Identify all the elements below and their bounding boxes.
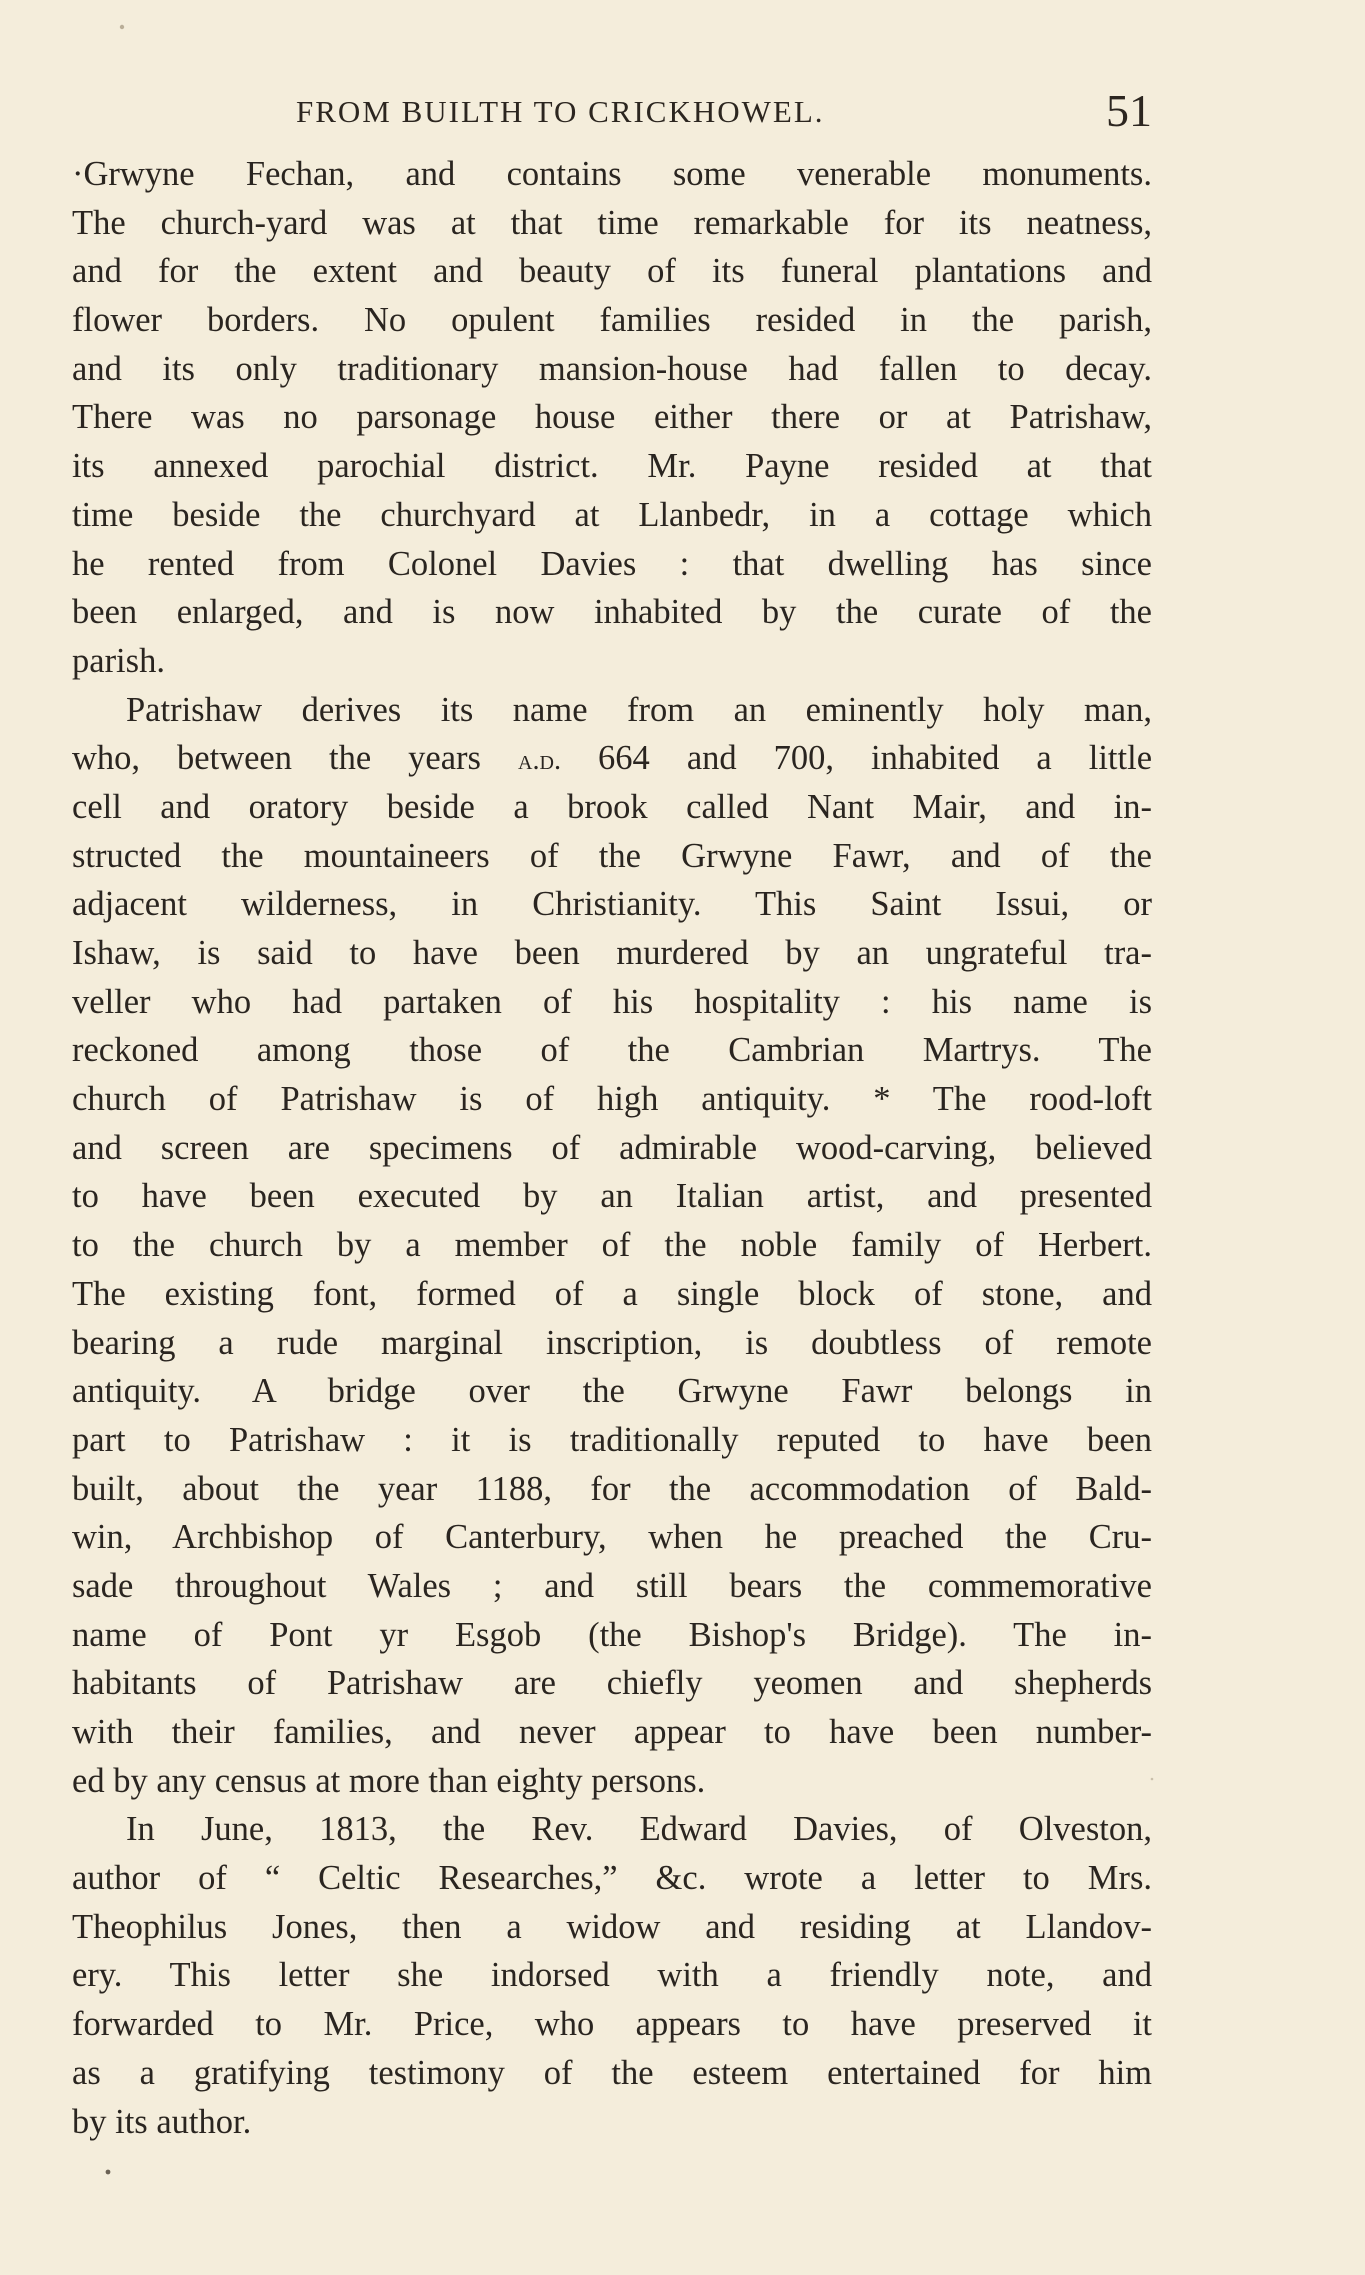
text-line: time beside the churchyard at Llanbedr, in a cottage which <box>72 495 1152 534</box>
text-line: Theophilus Jones, then a widow and residing at Llandov- <box>72 1907 1152 1946</box>
text-line: with their families, and never appear to have been number- <box>72 1713 1152 1751</box>
text-line: cell and oratory beside a brook called Nant Mair, and in- <box>72 787 1152 826</box>
text-line: ·Grwyne Fechan, and contains some venerable monuments. <box>72 155 1152 193</box>
text-line: structed the mountaineers of the Grwyne Fawr, and of the <box>72 836 1152 875</box>
text-line: author of “ Celtic Researches,” &c. wrote a letter to Mrs. <box>72 1859 1152 1898</box>
ink-speck <box>106 2170 111 2175</box>
paragraph-1 <box>72 150 1152 686</box>
ink-speck <box>120 25 124 29</box>
text-line: and its only traditionary mansion-house had fallen to decay. <box>72 349 1152 388</box>
text-line: The existing font, formed of a single block of stone, and <box>72 1274 1152 1313</box>
text-line: name of Pont yr Esgob (the Bishop's Bridge). The in- <box>72 1615 1152 1654</box>
text-line: sade throughout Wales ; and still bears the commemorative <box>72 1566 1152 1605</box>
text-line: to the church by a member of the noble family of Herbert. <box>72 1226 1152 1265</box>
text-line: forwarded to Mr. Price, who appears to have preserved it <box>72 2005 1152 2044</box>
text-line: habitants of Patrishaw are chiefly yeomen and shepherds <box>72 1664 1152 1703</box>
text-line: reckoned among those of the Cambrian Martrys. The <box>72 1031 1152 1070</box>
text-fragment: 664 and 700, inhabited a little <box>561 739 1153 778</box>
text-line: adjacent wilderness, in Christianity. This Saint Issui, or <box>72 885 1152 924</box>
text-line: There was no parsonage house either there or at Patrishaw, <box>72 398 1152 437</box>
text-line: veller who had partaken of his hospitality : his name is <box>72 982 1152 1021</box>
text-line: by its author. <box>72 2102 252 2141</box>
paragraph-2 <box>72 686 1152 1806</box>
text-line: Patrishaw derives its name from an eminently holy man, <box>126 690 1152 729</box>
running-head-title: FROM BUILTH TO CRICKHOWEL. <box>296 94 825 129</box>
text-line: In June, 1813, the Rev. Edward Davies, of Olveston, <box>126 1810 1152 1849</box>
text-line: antiquity. A bridge over the Grwyne Fawr belongs in <box>72 1372 1152 1411</box>
text-line: Ishaw, is said to have been murdered by an ungrateful tra- <box>72 934 1152 972</box>
text-line: ed by any census at more than eighty persons. <box>72 1761 706 1800</box>
text-line: church of Patrishaw is of high antiquity. * The rood-loft <box>72 1080 1152 1119</box>
paragraph-3 <box>72 1805 1152 2146</box>
text-line: ery. This letter she indorsed with a friendly note, and <box>72 1956 1152 1995</box>
text-line: he rented from Colonel Davies : that dwelling has since <box>72 544 1152 583</box>
text-line: bearing a rude marginal inscription, is doubtless of remote <box>72 1323 1152 1362</box>
text-line: been enlarged, and is now inhabited by the curate of the <box>72 593 1152 632</box>
text-line: to have been executed by an Italian artist, and presented <box>72 1177 1152 1216</box>
text-line: part to Patrishaw : it is traditionally reputed to have been <box>72 1420 1152 1459</box>
body-text <box>72 150 1152 2146</box>
running-head <box>72 85 1152 138</box>
text-line: as a gratifying testimony of the esteem entertained for him <box>72 2053 1152 2092</box>
text-line: The church-yard was at that time remarkable for its neatness, <box>72 203 1152 242</box>
text-line: flower borders. No opulent families resided in the parish, <box>72 301 1152 340</box>
text-line: its annexed parochial district. Mr. Payne resided at that <box>72 447 1152 486</box>
text-line: win, Archbishop of Canterbury, when he preached the Cru- <box>72 1518 1152 1557</box>
text-line: and for the extent and beauty of its funeral plantations and <box>72 252 1152 291</box>
text-line: parish. <box>72 641 165 680</box>
text-fragment: who, between the years <box>72 739 518 778</box>
text-line: and screen are specimens of admirable wood-carving, believed <box>72 1128 1152 1167</box>
text-line: built, about the year 1188, for the accommodation of Bald- <box>72 1469 1152 1508</box>
page-number: 51 <box>1106 85 1152 136</box>
era-abbreviation: a.d. <box>518 745 562 777</box>
text-line <box>72 734 1152 783</box>
